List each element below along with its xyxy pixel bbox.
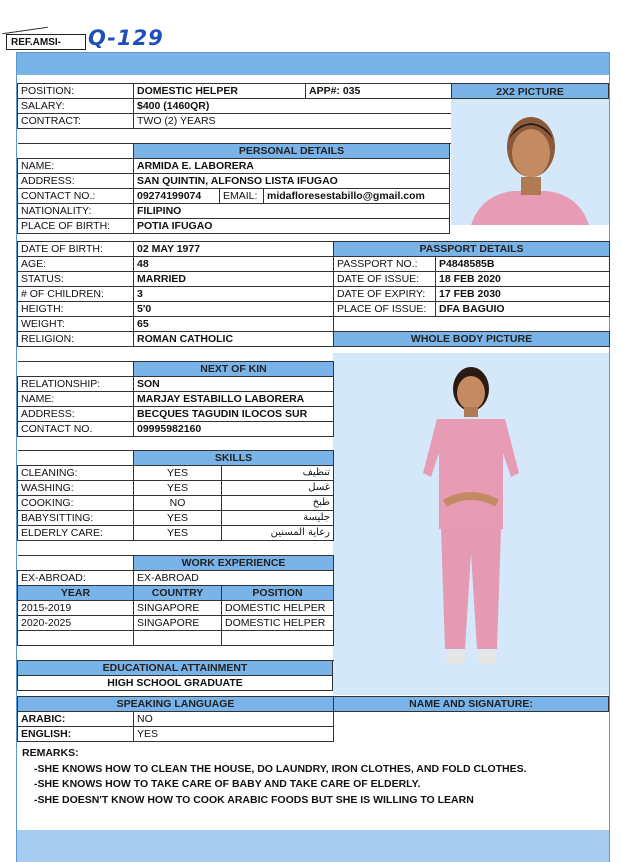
skill-row (18, 526, 334, 541)
skill-label: COOKING: (18, 496, 134, 511)
height-label: HEIGTH: (18, 302, 134, 317)
job-table (17, 83, 452, 144)
work-row (18, 601, 334, 616)
skill-value: YES (134, 481, 222, 496)
kin-contact-value: 09995982160 (134, 422, 334, 437)
kin-header: NEXT OF KIN (134, 362, 334, 377)
status-value: MARRIED (134, 272, 334, 287)
skill-row (18, 496, 334, 511)
personal-table (17, 143, 450, 234)
skill-label: CLEANING: (18, 466, 134, 481)
email-label: EMAIL: (220, 189, 264, 204)
skill-arabic: طبخ (222, 496, 334, 511)
remarks (22, 746, 527, 808)
remarks-label: REMARKS: (22, 747, 79, 759)
skills-table (17, 450, 334, 541)
col-position: POSITION (222, 586, 334, 601)
english-value: YES (134, 727, 334, 742)
signature-table (333, 696, 609, 742)
children-label: # OF CHILDREN: (18, 287, 134, 302)
kin-name-value: MARJAY ESTABILLO LABORERA (134, 392, 334, 407)
body-photo-header: WHOLE BODY PICTURE (334, 332, 610, 347)
weight-value: 65 (134, 317, 334, 332)
kin-rel-label: RELATIONSHIP: (18, 377, 134, 392)
work-position: DOMESTIC HELPER (222, 601, 334, 616)
skill-row (18, 511, 334, 526)
kin-table (17, 361, 334, 437)
skill-label: WASHING: (18, 481, 134, 496)
age-value: 48 (134, 257, 334, 272)
skill-arabic: رعاية المسنين (222, 526, 334, 541)
personal-header: PERSONAL DETAILS (134, 144, 450, 159)
col-year: YEAR (18, 586, 134, 601)
skill-arabic: غسل (222, 481, 334, 496)
education-table (17, 660, 333, 691)
exabroad-label: EX-ABROAD: (18, 571, 134, 586)
work-country: SINGAPORE (134, 601, 222, 616)
skill-value: YES (134, 511, 222, 526)
place-value: DFA BAGUIO (436, 302, 610, 317)
exabroad-value: EX-ABROAD (134, 571, 334, 586)
name-label: NAME: (18, 159, 134, 174)
ref-label: REF.AMSI- (6, 34, 86, 50)
app-number: APP#: 035 (306, 84, 452, 99)
education-header: EDUCATIONAL ATTAINMENT (18, 661, 333, 676)
dob-value: 02 MAY 1977 (134, 242, 334, 257)
pob-value: POTIA IFUGAO (134, 219, 450, 234)
children-value: 3 (134, 287, 334, 302)
language-header: SPEAKING LANGUAGE (18, 697, 334, 712)
col-country: COUNTRY (134, 586, 222, 601)
nationality-value: FILIPINO (134, 204, 450, 219)
skill-label: BABYSITTING: (18, 511, 134, 526)
signature-area (334, 712, 609, 743)
skills-header: SKILLS (134, 451, 334, 466)
work-table (17, 555, 334, 661)
work-country: SINGAPORE (134, 616, 222, 631)
kin-name-label: NAME: (18, 392, 134, 407)
email-value: midafloresestabillo@gmail.com (264, 189, 450, 204)
language-table (17, 696, 334, 742)
signature-header: NAME AND SIGNATURE: (334, 697, 609, 712)
contact-label: CONTACT NO.: (18, 189, 134, 204)
issue-label: DATE OF ISSUE: (334, 272, 436, 287)
remark-line: -SHE DOESN'T KNOW HOW TO COOK ARABIC FOODS BUT SHE IS WILLING TO LEARN (34, 793, 474, 806)
nationality-label: NATIONALITY: (18, 204, 134, 219)
skill-arabic: تنظيف (222, 466, 334, 481)
remark-line: -SHE KNOWS HOW TO CLEAN THE HOUSE, DO LAUNDRY, IRON CLOTHES, AND FOLD CLOTHES. (34, 762, 527, 775)
kin-rel-value: SON (134, 377, 334, 392)
whole-body-icon (333, 353, 609, 695)
arabic-label: ARABIC: (18, 712, 134, 727)
salary-value: $400 (1460QR) (134, 99, 452, 114)
salary-label: SALARY: (18, 99, 134, 114)
kin-contact-label: CONTACT NO. (18, 422, 134, 437)
portrait-photo (451, 99, 609, 225)
skill-arabic: جليسة (222, 511, 334, 526)
contract-label: CONTRACT: (18, 114, 134, 129)
work-year: 2015-2019 (18, 601, 134, 616)
expiry-value: 17 FEB 2030 (436, 287, 610, 302)
kin-address-value: BECQUES TAGUDIN ILOCOS SUR (134, 407, 334, 422)
portrait-icon (451, 99, 609, 225)
skill-value: YES (134, 526, 222, 541)
whole-body-photo (333, 353, 609, 695)
work-year: 2020-2025 (18, 616, 134, 631)
expiry-label: DATE OF EXPIRY: (334, 287, 436, 302)
skill-value: NO (134, 496, 222, 511)
work-row (18, 616, 334, 631)
name-value: ARMIDA E. LABORERA (134, 159, 450, 174)
remark-line: -SHE KNOWS HOW TO TAKE CARE OF BABY AND TAKE CARE OF ELDERLY. (34, 778, 421, 790)
arabic-value: NO (134, 712, 334, 727)
status-label: STATUS: (18, 272, 134, 287)
personal-table-2 (17, 241, 334, 347)
position-label: POSITION: (18, 84, 134, 99)
english-label: ENGLISH: (18, 727, 134, 742)
pob-label: PLACE OF BIRTH: (18, 219, 134, 234)
top-bar (17, 53, 609, 75)
contract-value: TWO (2) YEARS (134, 114, 452, 129)
contact-value: 09274199074 (134, 189, 220, 204)
weight-label: WEIGHT: (18, 317, 134, 332)
skill-value: YES (134, 466, 222, 481)
photo-header: 2X2 PICTURE (451, 83, 609, 99)
photo-header-box (451, 83, 609, 99)
position-value: DOMESTIC HELPER (134, 84, 306, 99)
work-position: DOMESTIC HELPER (222, 616, 334, 631)
work-header: WORK EXPERIENCE (134, 556, 334, 571)
dob-label: DATE OF BIRTH: (18, 242, 134, 257)
skill-label: ELDERLY CARE: (18, 526, 134, 541)
skill-row (18, 466, 334, 481)
issue-value: 18 FEB 2020 (436, 272, 610, 287)
age-label: AGE: (18, 257, 134, 272)
education-value: HIGH SCHOOL GRADUATE (18, 676, 333, 691)
bottom-bar (17, 830, 609, 862)
ref-handwritten-number: Q-129 (88, 26, 164, 50)
address-value: SAN QUINTIN, ALFONSO LISTA IFUGAO (134, 174, 450, 189)
place-label: PLACE OF ISSUE: (334, 302, 436, 317)
address-label: ADDRESS: (18, 174, 134, 189)
skill-row (18, 481, 334, 496)
religion-label: RELIGION: (18, 332, 134, 347)
religion-value: ROMAN CATHOLIC (134, 332, 334, 347)
height-value: 5'0 (134, 302, 334, 317)
passport-no-label: PASSPORT NO.: (334, 257, 436, 272)
passport-header: PASSPORT DETAILS (334, 242, 610, 257)
kin-address-label: ADDRESS: (18, 407, 134, 422)
passport-table (333, 241, 610, 347)
passport-no-value: P4848585B (436, 257, 610, 272)
